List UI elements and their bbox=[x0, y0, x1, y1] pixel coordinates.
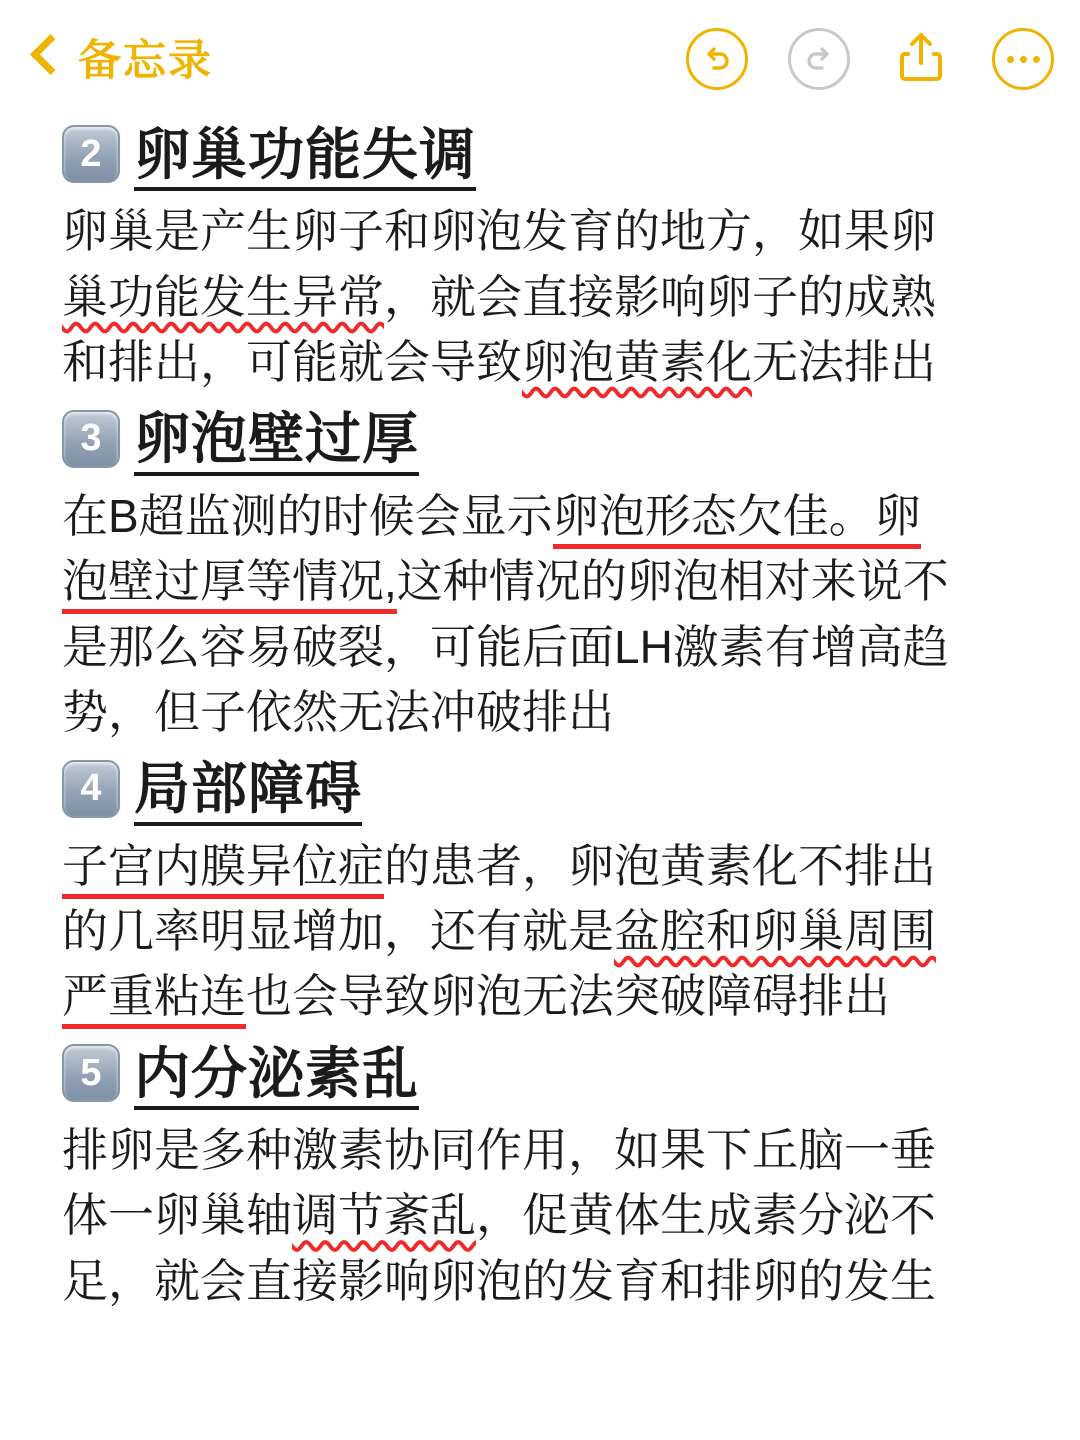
section-heading bbox=[62, 1041, 1018, 1110]
text-run: ，就会直接影响卵子的成熟 bbox=[384, 270, 936, 323]
text-run: 也会导致卵泡无法突破障碍排出 bbox=[246, 970, 890, 1023]
paragraph-line bbox=[62, 680, 1018, 745]
section-title: 局部障碍 bbox=[134, 759, 362, 825]
text-run: 是那么容易破裂，可能后面LH激素有增高趋 bbox=[62, 620, 949, 673]
paragraph-line bbox=[62, 484, 1018, 549]
redo-button[interactable] bbox=[788, 28, 850, 90]
section-title: 卵泡壁过厚 bbox=[134, 409, 419, 475]
highlighted-text-run: 巢功能发生异常 bbox=[62, 270, 384, 323]
paragraph-line bbox=[62, 265, 1018, 330]
paragraph-line bbox=[62, 1118, 1018, 1183]
text-run: 足，就会直接影响卵泡的发育和排卵的发生 bbox=[62, 1254, 936, 1307]
section-paragraph bbox=[62, 1118, 1018, 1314]
redo-icon bbox=[801, 41, 837, 77]
text-run: 体一卵巢轴 bbox=[62, 1189, 292, 1242]
paragraph-line bbox=[62, 899, 1018, 964]
paragraph-line bbox=[62, 549, 1018, 614]
paragraph-line bbox=[62, 964, 1018, 1029]
section-paragraph bbox=[62, 199, 1018, 395]
highlighted-text-run: 调节紊乱 bbox=[292, 1189, 476, 1242]
section-paragraph bbox=[62, 484, 1018, 745]
highlighted-text-run: 严重粘连 bbox=[62, 970, 246, 1029]
highlighted-text-run: 盆腔和卵巢周围 bbox=[614, 904, 936, 957]
text-run: 的患者，卵泡黄素化不排出 bbox=[384, 839, 936, 892]
chevron-left-icon[interactable] bbox=[30, 31, 64, 85]
highlighted-text-run: 子宫内膜异位症 bbox=[62, 840, 384, 899]
paragraph-line bbox=[62, 199, 1018, 264]
section-heading bbox=[62, 409, 1018, 475]
section-title: 卵巢功能失调 bbox=[134, 125, 476, 191]
paragraph-line bbox=[62, 834, 1018, 899]
top-toolbar bbox=[0, 0, 1080, 115]
paragraph-line bbox=[62, 615, 1018, 680]
undo-button[interactable] bbox=[686, 28, 748, 90]
section-heading bbox=[62, 759, 1018, 825]
text-run: 势，但子依然无法冲破排出 bbox=[62, 685, 614, 738]
undo-icon bbox=[699, 41, 735, 77]
text-run: 无法排出 bbox=[752, 336, 936, 389]
section-number-badge: 4 bbox=[62, 760, 120, 818]
section-paragraph bbox=[62, 834, 1018, 1030]
paragraph-line bbox=[62, 1183, 1018, 1248]
section-number-badge: 2 bbox=[62, 125, 120, 183]
note-content bbox=[0, 125, 1080, 1314]
highlighted-text-run: 泡壁过厚等情况, bbox=[62, 555, 397, 614]
toolbar-actions bbox=[686, 28, 1054, 90]
highlighted-text-run: 卵泡形态欠佳。卵 bbox=[553, 490, 921, 549]
highlighted-text-run: 卵泡黄素化 bbox=[522, 336, 752, 389]
paragraph-line bbox=[62, 1249, 1018, 1314]
back-button[interactable] bbox=[30, 27, 213, 88]
text-run: 卵巢是产生卵子和卵泡发育的地方，如果卵 bbox=[62, 205, 936, 258]
section-number-badge: 5 bbox=[62, 1044, 120, 1102]
share-icon bbox=[898, 30, 944, 89]
text-run: 的几率明显增加，还有就是 bbox=[62, 904, 614, 957]
section-number-badge: 3 bbox=[62, 410, 120, 468]
more-options-button[interactable] bbox=[992, 28, 1054, 90]
section-title: 内分泌素乱 bbox=[134, 1044, 419, 1110]
text-run: 排卵是多种激素协同作用，如果下丘脑一垂 bbox=[62, 1124, 936, 1176]
text-run: 这种情况的卵泡相对来说不 bbox=[396, 555, 949, 608]
text-run: 在B超监测的时候会显示 bbox=[62, 489, 553, 542]
text-run: ，促黄体生成素分泌不 bbox=[476, 1189, 936, 1242]
paragraph-line bbox=[62, 330, 1018, 395]
back-label: 备忘录 bbox=[78, 37, 213, 85]
share-button[interactable] bbox=[890, 28, 952, 90]
text-run: 和排出，可能就会导致 bbox=[62, 336, 522, 389]
section-heading bbox=[62, 125, 1018, 191]
more-options-icon bbox=[1007, 56, 1040, 63]
